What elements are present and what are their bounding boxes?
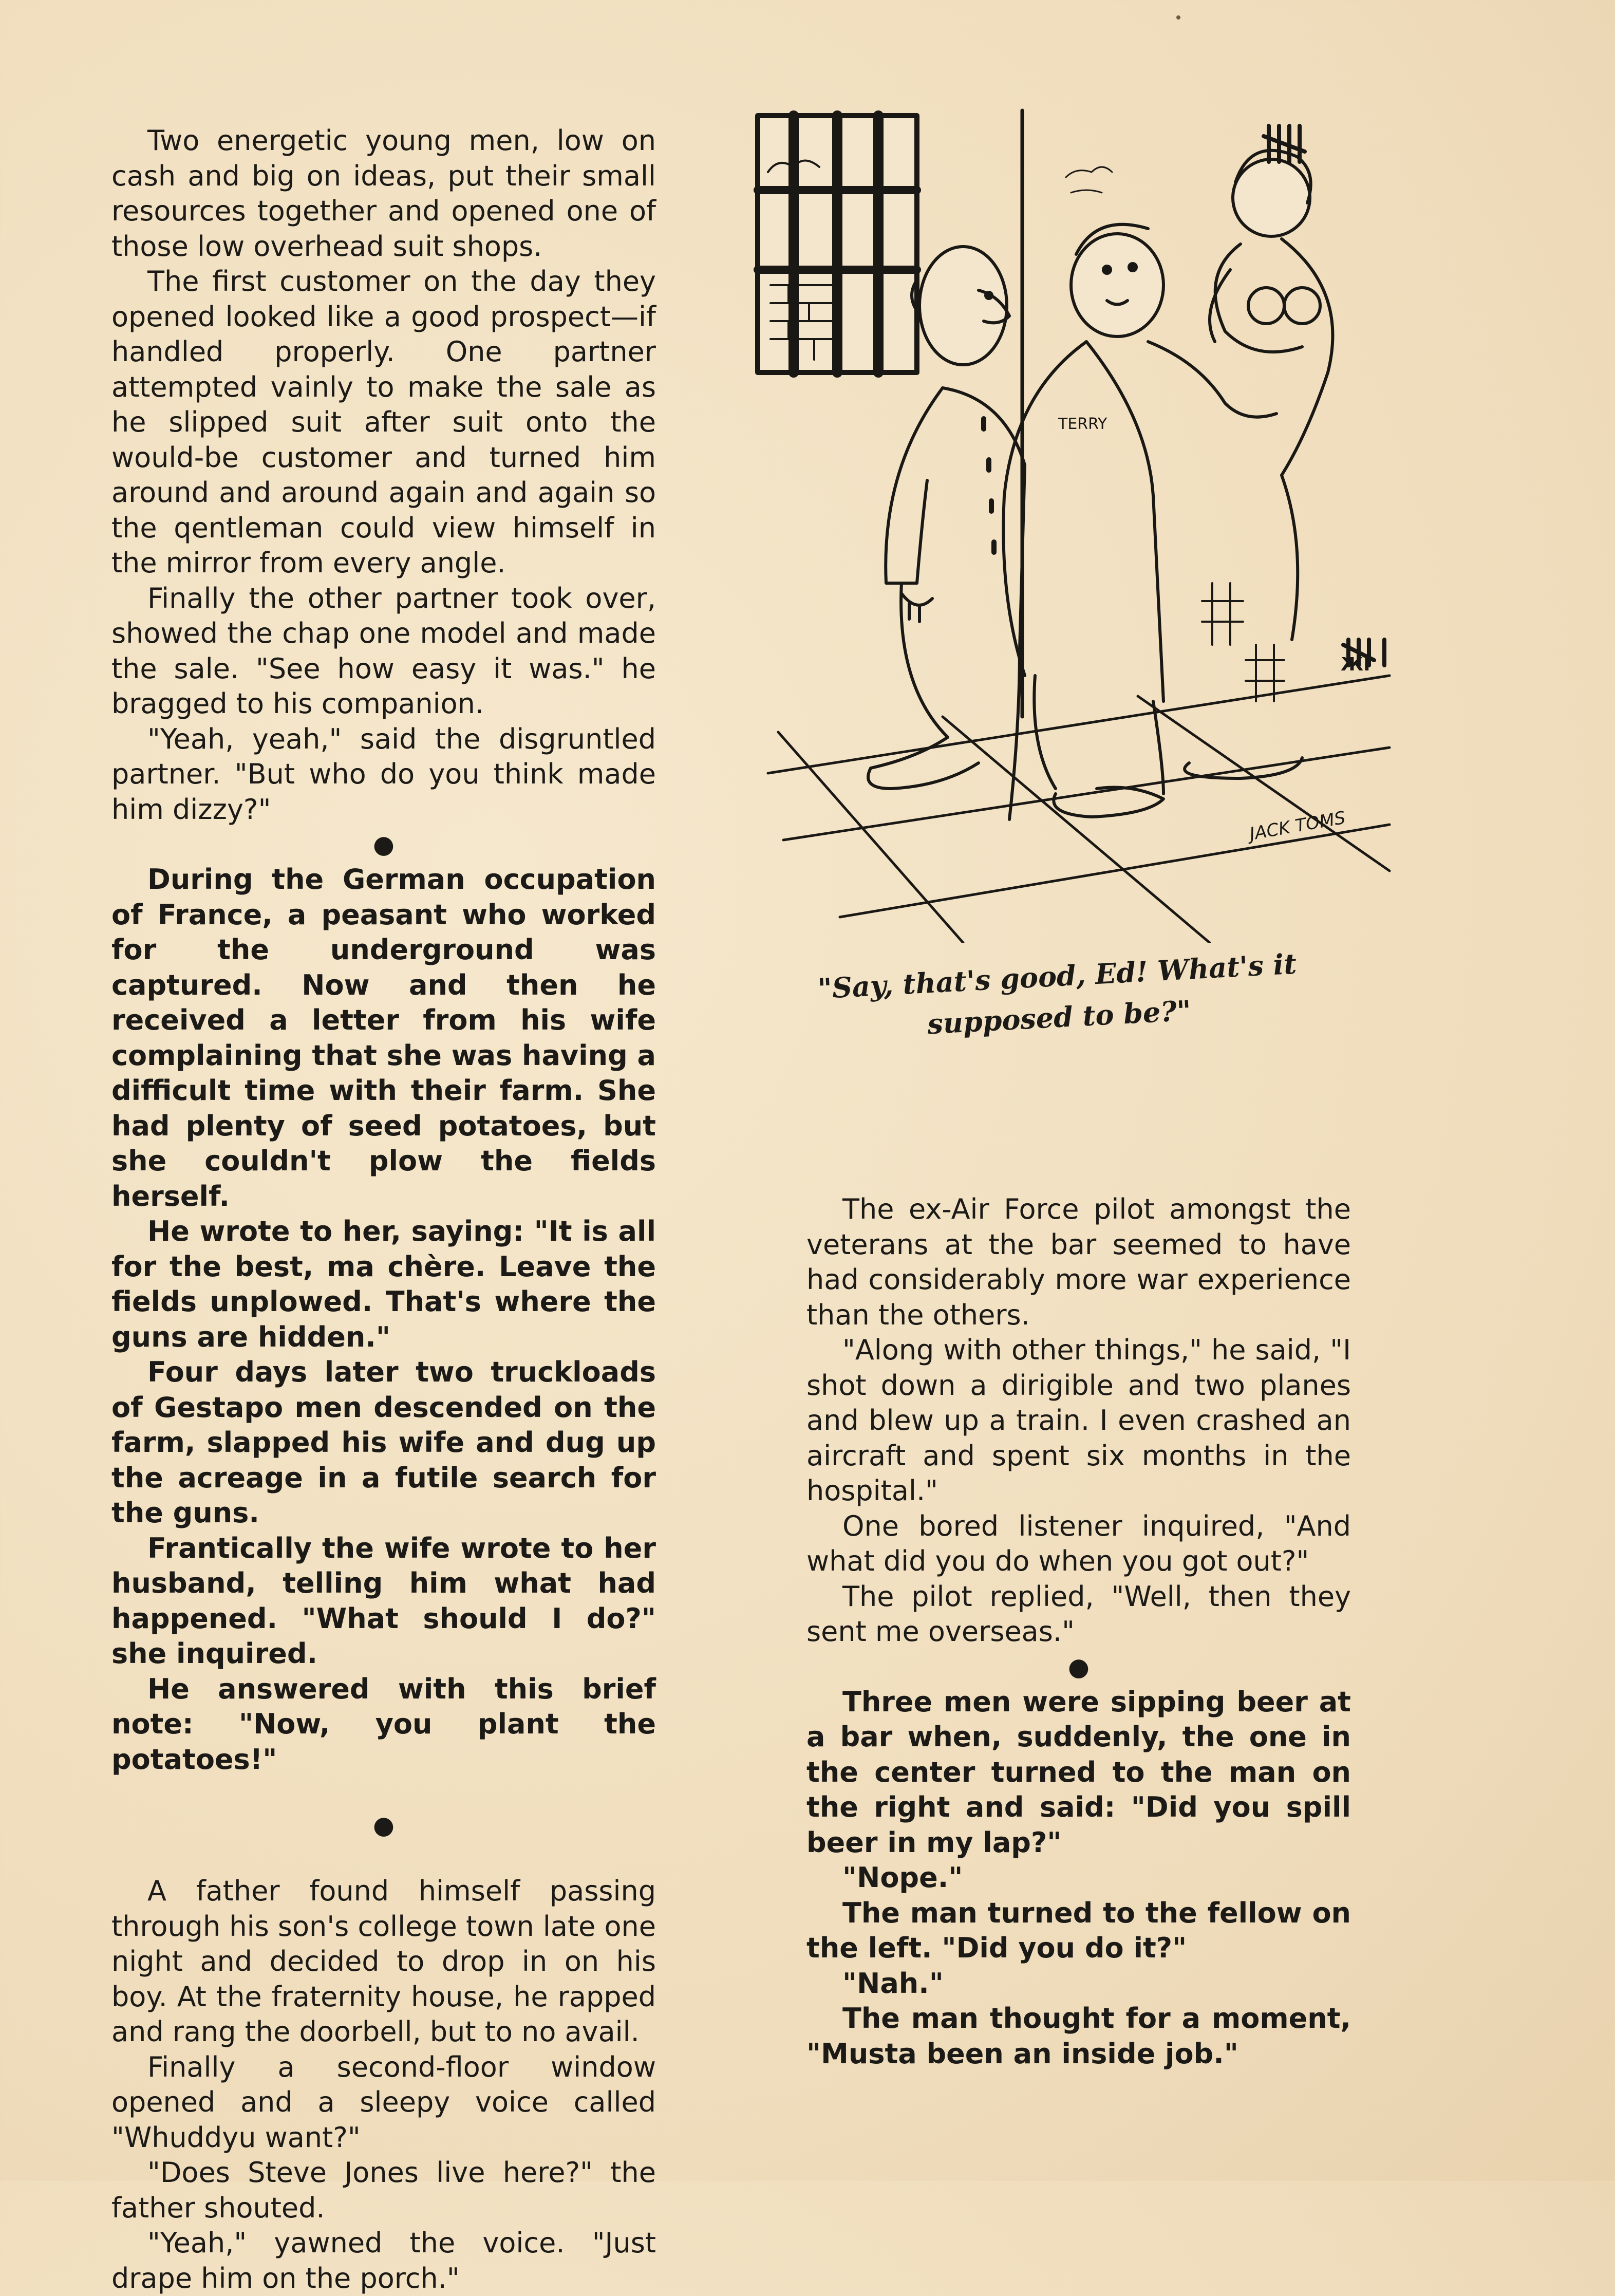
paragraph: He wrote to her, saying: "It is all for the best, ma chère. Leave the fields unplowed. That's where the guns are hidden.": [111, 1215, 656, 1353]
paragraph: "Yeah, yeah," said the disgruntled partner. "But who do you think made him dizzy?": [111, 722, 656, 826]
right-column: [806, 1192, 1351, 2071]
paragraph: A father found himself passing through his son's college town late one night and decided to drop in on his boy. At the fraternity house, he rapped and rang the doorbell, but to no avail.: [111, 1875, 656, 2048]
paragraph: "Nope.": [842, 1861, 963, 1894]
tiled-floor: [768, 676, 1389, 943]
section-divider-bullet: ●: [373, 1811, 395, 1840]
paragraph: Frantically the wife wrote to her husband, telling him what had happened. "What should I do?" she inquired.: [111, 1532, 656, 1670]
artist-signature: JACK TOMS: [1248, 807, 1347, 845]
spacer: [111, 1777, 656, 1808]
spacer: [111, 1843, 656, 1874]
print-speck: [1176, 15, 1180, 20]
section-divider-bullet: ●: [373, 830, 395, 859]
paragraph: The man thought for a moment, "Musta been an inside job.": [806, 2002, 1351, 2070]
svg-text:TERRY: TERRY: [1058, 415, 1107, 433]
wall-tally-text: ЖI: [1341, 654, 1370, 675]
paragraph: The man turned to the fellow on the left. "Did you do it?": [806, 1896, 1351, 1964]
wall-drawing-woman: [1210, 151, 1332, 640]
paragraph: The ex-Air Force pilot amongst the veterans at the bar seemed to have had considerably more war experience than the others.: [806, 1193, 1351, 1331]
paragraph: "Along with other things," he said, "I shot down a dirigible and two planes and blew up a train. I even crashed an aircraft and spent six months in the hospital.": [806, 1334, 1351, 1507]
paragraph: Finally a second-floor window opened and a sleepy voice called "Whuddyu want?": [111, 2050, 656, 2154]
paragraph: Finally the other partner took over, showed the chap one model and made the sale. "See how easy it was." he bragged to his companion.: [111, 582, 656, 720]
paragraph: Four days later two truckloads of Gestapo men descended on the farm, slapped his wife and dug up the acreage in a futile search for the guns.: [111, 1356, 656, 1529]
tic-tac-toe-doodles: [1202, 583, 1284, 701]
cartoon-illustration: [747, 100, 1400, 943]
cartoon-caption: "Say, that's good, Ed! What's it supposed to be?": [817, 947, 1298, 1041]
paragraph: The first customer on the day they opened looked like a good prospect—if handled properly. One partner attempted vainly to make the sale as he slipped suit after suit onto the would-be customer and turned him around and around again and again so the qentleman could view himself in the mirror from every angle.: [111, 265, 656, 579]
section-divider-bullet: ●: [1068, 1652, 1090, 1682]
paragraph: During the German occupation of France, a peasant who worked for the underground was captured. Now and then he received a letter from his wife complaining that she was having a difficult time with their farm. She had plenty of seed potatoes, but she couldn't plow the fields herself.: [111, 863, 656, 1212]
barred-window: [758, 116, 917, 372]
paragraph: Two energetic young men, low on cash and big on ideas, put their small resources together and opened one of those low overhead suit shops.: [111, 124, 656, 263]
left-column: [111, 123, 656, 2296]
paragraph: One bored listener inquired, "And what did you do when you got out?": [806, 1509, 1351, 1577]
paragraph: "Does Steve Jones live here?" the father shouted.: [111, 2156, 656, 2224]
paragraph: He answered with this brief note: "Now, you plant the potatoes!": [111, 1672, 656, 1776]
paragraph: Three men were sipping beer at a bar when, suddenly, the one in the center turned to the man on the right and said: "Did you spill beer in my lap?": [806, 1685, 1351, 1859]
paragraph: "Yeah," yawned the voice. "Just drape him on the porch.": [111, 2227, 656, 2294]
paragraph: The pilot replied, "Well, then they sent me overseas.": [806, 1580, 1351, 1648]
paragraph: "Nah.": [842, 1967, 944, 2000]
